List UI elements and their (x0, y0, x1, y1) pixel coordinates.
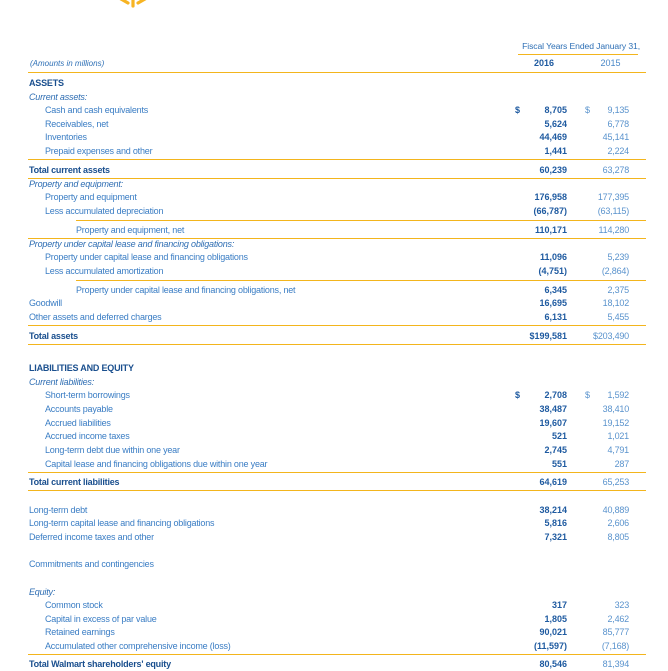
header-divider (518, 54, 638, 55)
value-2015: 2,375 (607, 285, 629, 295)
row-goodwill (0, 297, 668, 310)
row-cash (0, 104, 668, 117)
value-2016: 6,131 (544, 312, 567, 322)
row-label: Accumulated other comprehensive income (loss) (45, 641, 231, 651)
row-label: Accounts payable (45, 404, 113, 414)
row-label: Current liabilities: (29, 377, 95, 387)
row-label: Total Walmart shareholders' equity (29, 659, 171, 669)
row-label: Property under capital lease and financing obligations (45, 252, 248, 262)
value-2015: 2,224 (607, 146, 629, 156)
value-2016: $ 2,708 (515, 390, 567, 400)
value-2016: 2,745 (544, 445, 567, 455)
value-2015: 19,152 (602, 418, 629, 428)
divider (28, 654, 646, 655)
row-label: Commitments and contingencies (29, 559, 154, 569)
value-2015: 45,141 (602, 132, 629, 142)
walmart-spark-logo-icon (118, 0, 148, 12)
value-2016: $ 8,705 (515, 105, 567, 115)
row-label: Total assets (29, 331, 78, 341)
row-label: Common stock (45, 600, 103, 610)
row-label: Retained earnings (45, 627, 115, 637)
value-2016: 60,239 (539, 165, 567, 175)
row-short-term-borrowings (0, 389, 668, 402)
row-ppe-depreciation (0, 205, 668, 218)
row-current-liabilities (0, 376, 668, 389)
value-2016: 5,624 (544, 119, 567, 129)
row-label: Less accumulated amortization (45, 266, 164, 276)
value-2016: 11,096 (539, 252, 567, 262)
row-assets (0, 77, 668, 90)
row-label: Less accumulated depreciation (45, 206, 164, 216)
value-2015: 85,777 (602, 627, 629, 637)
value-2015: $203,490 (593, 331, 629, 341)
value-2016: 16,695 (539, 298, 567, 308)
row-label: Property and equipment: (29, 179, 123, 189)
value-2015: $ 9,135 (585, 105, 629, 115)
row-total-walmart-equity (0, 658, 668, 671)
divider (28, 472, 646, 473)
row-ltd-due (0, 444, 668, 457)
value-2016: 38,487 (539, 404, 567, 414)
year-prior-header: 2015 (600, 58, 621, 68)
row-label: LIABILITIES AND EQUITY (29, 363, 134, 373)
row-retained-earnings (0, 626, 668, 639)
row-commitments (0, 558, 668, 571)
value-2016: $199,581 (529, 331, 567, 341)
row-total-current-liabilities (0, 476, 668, 489)
value-2015: (63,115) (597, 206, 629, 216)
row-label: Total current liabilities (29, 477, 120, 487)
row-inventories (0, 131, 668, 144)
value-2016: 176,958 (534, 192, 567, 202)
value-2015: 323 (614, 600, 629, 610)
row-label: Current assets: (29, 92, 88, 102)
row-label: Other assets and deferred charges (29, 312, 162, 322)
row-lt-capital-lease (0, 517, 668, 530)
divider (28, 325, 646, 326)
row-apic (0, 613, 668, 626)
value-2015: 2,462 (607, 614, 629, 624)
row-label: Long-term capital lease and financing obligations (29, 518, 215, 528)
row-deferred-taxes (0, 531, 668, 544)
value-2016: 6,345 (544, 285, 567, 295)
row-other-assets (0, 311, 668, 324)
row-label: Cash and cash equivalents (45, 105, 149, 115)
divider (28, 159, 646, 160)
value-2015: 1,021 (607, 431, 629, 441)
row-label: Long-term debt due within one year (45, 445, 180, 455)
row-common-stock (0, 599, 668, 612)
row-prepaid (0, 145, 668, 158)
row-label: Accrued liabilities (45, 418, 111, 428)
row-label: Accrued income taxes (45, 431, 130, 441)
row-total-assets (0, 330, 668, 343)
divider (76, 220, 646, 221)
value-2015: 81,394 (602, 659, 629, 669)
row-accrued-liabilities (0, 417, 668, 430)
value-2015: 8,805 (607, 532, 629, 542)
row-label: Property under capital lease and financing obligations: (29, 239, 235, 249)
value-2016: 90,021 (539, 627, 567, 637)
value-2016: 317 (551, 600, 567, 610)
value-2015: (7,168) (601, 641, 629, 651)
value-2015: 177,395 (597, 192, 629, 202)
row-label: Short-term borrowings (45, 390, 130, 400)
value-2016: (11,597) (533, 641, 567, 651)
value-2016: (66,787) (533, 206, 567, 216)
row-label: Property under capital lease and financing obligations, net (76, 285, 296, 295)
value-2015: 63,278 (602, 165, 629, 175)
value-2016: 1,441 (544, 146, 567, 156)
value-2016: 7,321 (544, 532, 567, 542)
row-liabilities-equity (0, 362, 668, 375)
row-label: Prepaid expenses and other (45, 146, 153, 156)
row-aoci (0, 640, 668, 653)
value-2015: 2,606 (607, 518, 629, 528)
value-2016: 5,816 (544, 518, 567, 528)
row-capital-lease-property (0, 251, 668, 264)
value-2016: 1,805 (544, 614, 567, 624)
value-2015: 5,239 (607, 252, 629, 262)
value-2015: 5,455 (607, 312, 629, 322)
divider (28, 490, 646, 491)
row-ppe-heading (0, 178, 668, 191)
row-label: Receivables, net (45, 119, 109, 129)
row-capital-lease-net (0, 284, 668, 297)
amounts-note: (Amounts in millions) (30, 59, 105, 68)
row-capital-lease-due (0, 458, 668, 471)
year-current-header: 2016 (533, 58, 555, 68)
value-2015: 4,791 (607, 445, 629, 455)
value-2015: 287 (614, 459, 629, 469)
value-2016: (4,751) (538, 266, 567, 276)
row-long-term-debt (0, 504, 668, 517)
row-total-current-assets (0, 164, 668, 177)
header-rule (28, 72, 646, 73)
value-2016: 80,546 (539, 659, 567, 669)
row-label: Capital lease and financing obligations due within one year (45, 459, 268, 469)
row-accrued-income-taxes (0, 430, 668, 443)
row-capital-lease-amortization (0, 265, 668, 278)
divider (76, 280, 646, 281)
value-2015: 38,410 (602, 404, 629, 414)
row-label: ASSETS (29, 78, 64, 88)
row-receivables (0, 118, 668, 131)
row-label: Total current assets (29, 165, 110, 175)
value-2016: 19,607 (539, 418, 567, 428)
value-2015: 65,253 (602, 477, 629, 487)
row-ppe-net (0, 224, 668, 237)
divider (28, 344, 646, 345)
value-2016: 44,469 (539, 132, 567, 142)
row-accounts-payable (0, 403, 668, 416)
value-2016: 38,214 (539, 505, 567, 515)
value-2016: 551 (551, 459, 567, 469)
value-2015: (2,864) (601, 266, 629, 276)
row-equity-heading (0, 586, 668, 599)
value-2015: $ 1,592 (585, 390, 629, 400)
row-label: Equity: (29, 587, 56, 597)
row-label: Capital in excess of par value (45, 614, 157, 624)
row-label: Property and equipment (45, 192, 137, 202)
value-2016: 110,171 (534, 225, 567, 235)
row-label: Long-term debt (29, 505, 88, 515)
value-2016: 64,619 (539, 477, 567, 487)
value-2015: 6,778 (607, 119, 629, 129)
value-2015: 114,280 (598, 225, 629, 235)
row-capital-lease-heading (0, 238, 668, 251)
row-label: Inventories (45, 132, 87, 142)
row-current-assets (0, 91, 668, 104)
fiscal-years-label: Fiscal Years Ended January 31, (522, 41, 640, 51)
value-2015: 40,889 (602, 505, 629, 515)
row-label: Property and equipment, net (76, 225, 185, 235)
value-2016: 521 (551, 431, 567, 441)
row-label: Goodwill (29, 298, 62, 308)
row-ppe (0, 191, 668, 204)
row-label: Deferred income taxes and other (29, 532, 154, 542)
value-2015: 18,102 (602, 298, 629, 308)
